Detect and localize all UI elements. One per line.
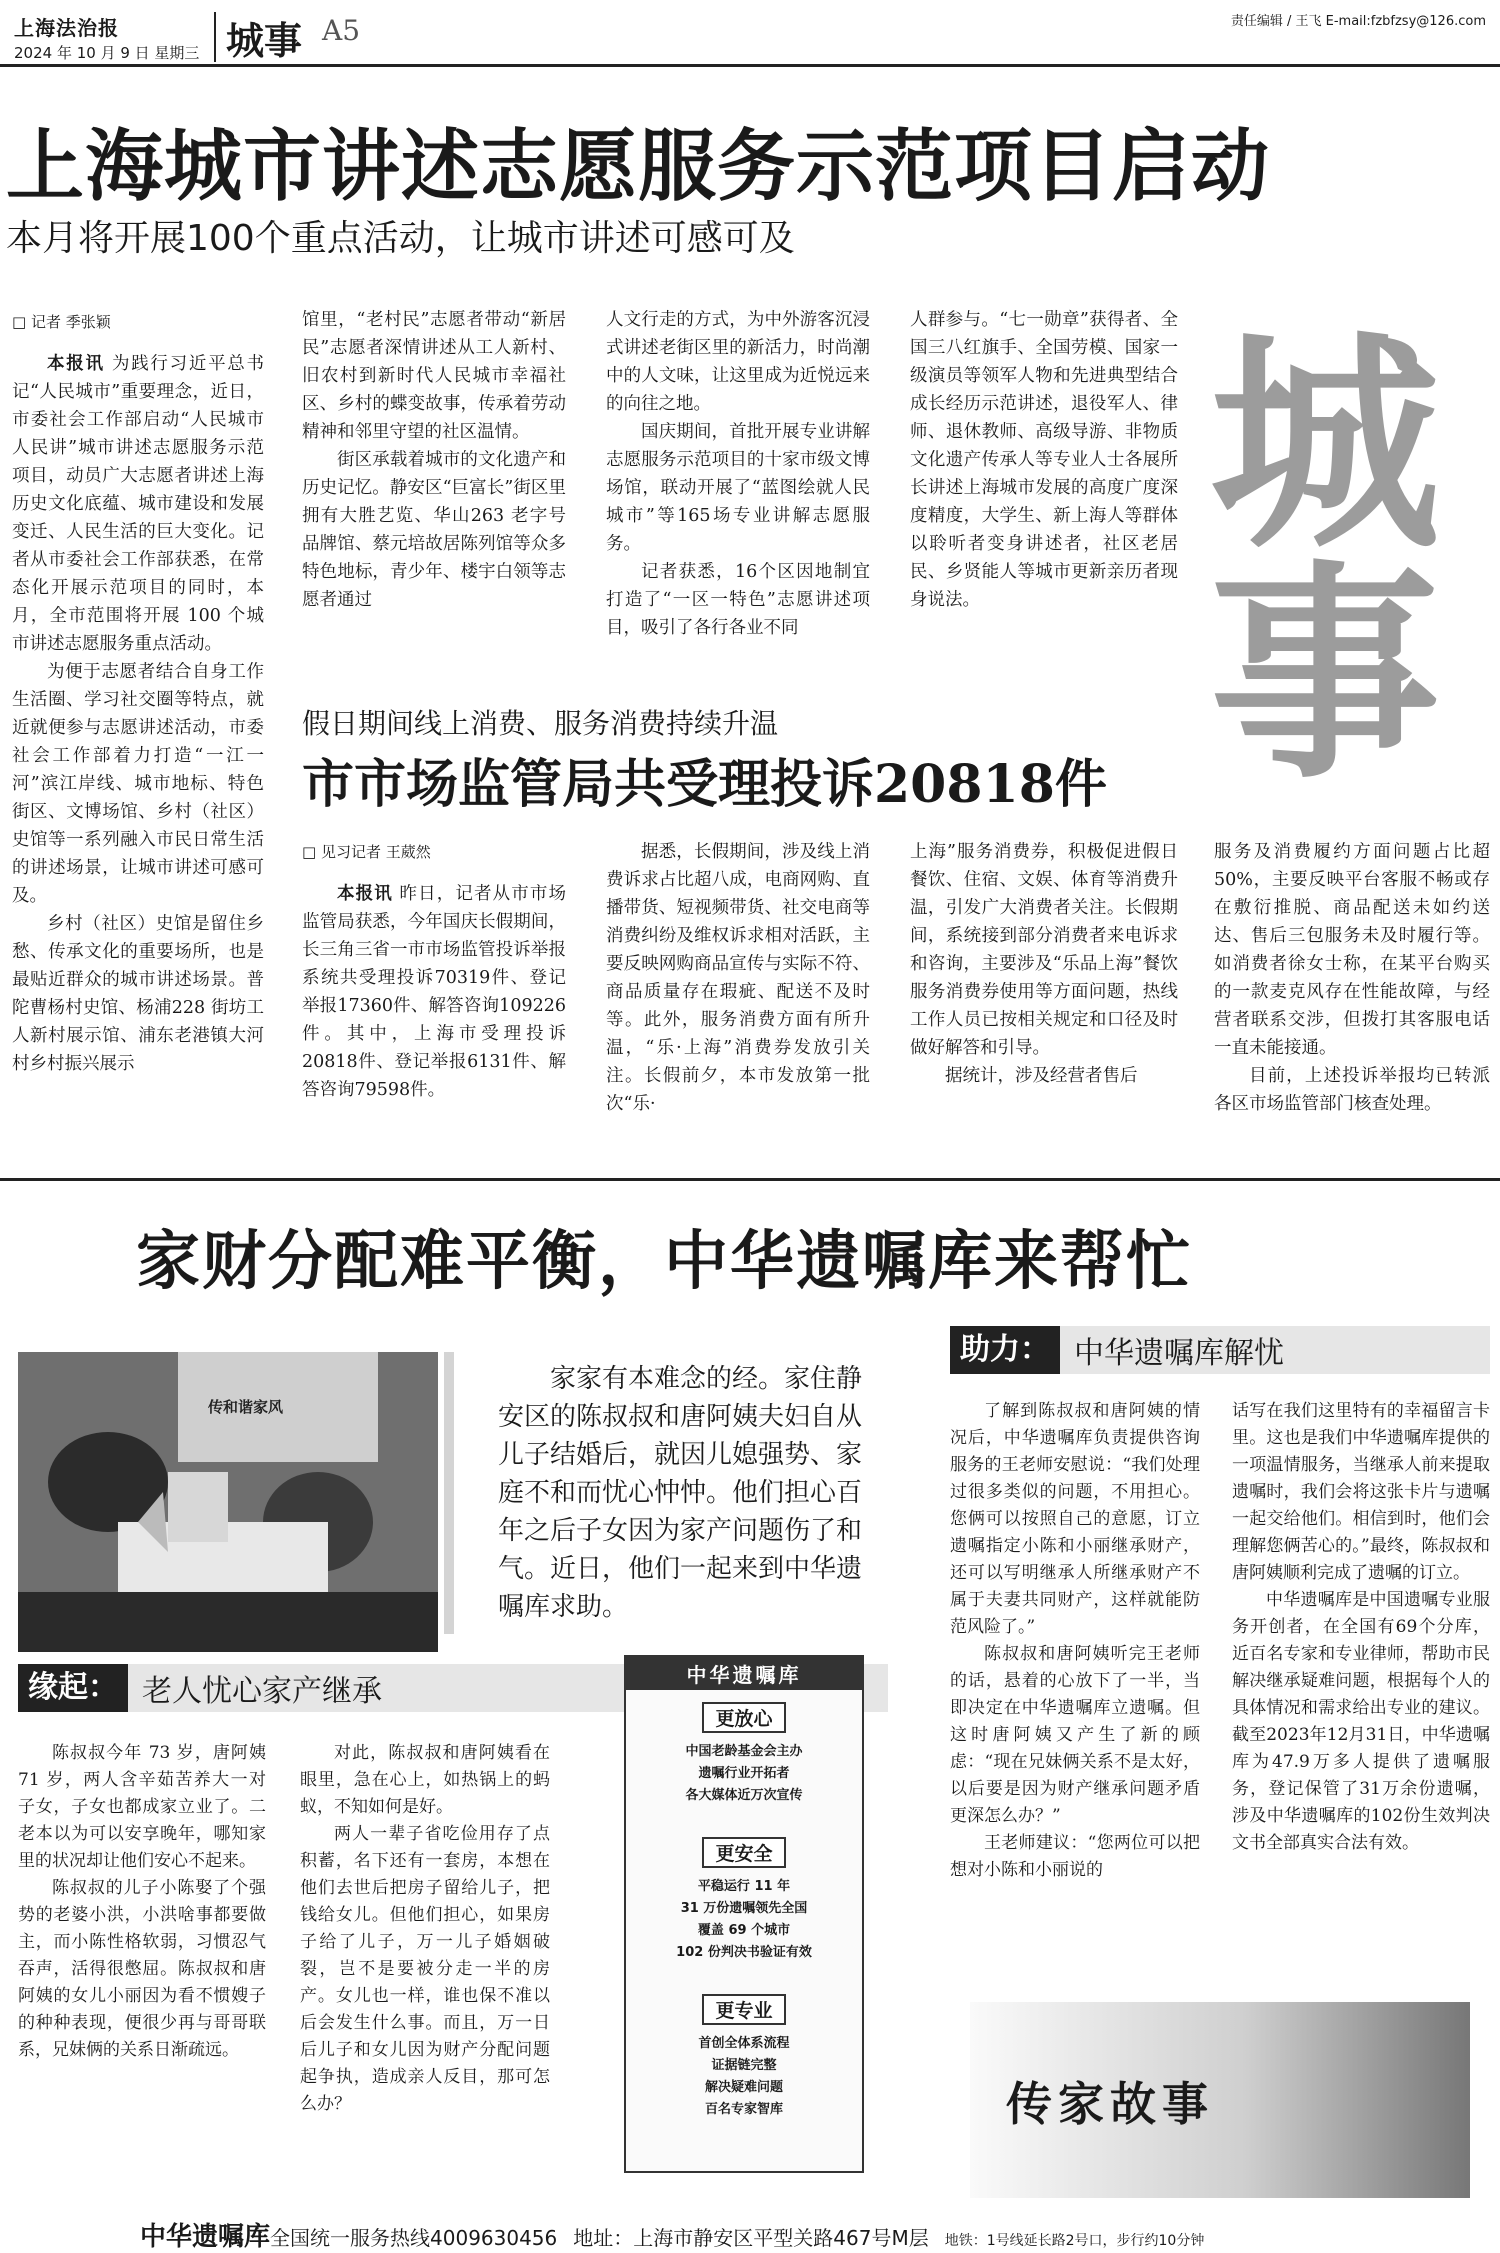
paragraph: 目前，上述投诉举报均已转派各区市场监管部门核查处理。 bbox=[1214, 1066, 1490, 1114]
paragraph bbox=[302, 880, 566, 1104]
info-line: 平稳运行 11 年 bbox=[697, 1879, 791, 1894]
paragraph: 人文行走的方式，为中外游客沉浸式讲述老街区里的新活力，时尚潮中的人文味，让这里成为近悦远来的向往之地。 bbox=[606, 310, 870, 414]
ad-column-3 bbox=[950, 1398, 1200, 1884]
paragraph: 据悉，长假期间，涉及线上消费诉求占比超八成，电商网购、直播带货、短视频带货、社交电商等消费纠纷及维权诉求相对活跃，主要反映网购商品宣传与实际不符、商品质量存在瑕疵、配送不及时等。此外，服务消费方面有所升温，“乐·上海”消费券发放引关注。长假前夕，本市发放第一批次“乐· bbox=[606, 842, 870, 1114]
info-line: 中国老龄基金会主办 bbox=[685, 1744, 803, 1759]
article2-column-1 bbox=[302, 838, 566, 1104]
help-label bbox=[950, 1326, 1490, 1374]
ad-headline: 家财分配难平衡，中华遗嘱库来帮忙 bbox=[136, 1225, 1192, 1299]
info-section-title: 更安全 bbox=[702, 1837, 786, 1868]
ad-intro-box bbox=[444, 1352, 876, 1634]
issue-date: 2024 年 10 月 9 日 星期三 bbox=[14, 44, 200, 62]
paragraph bbox=[12, 350, 264, 658]
article1-column-1 bbox=[12, 308, 264, 1078]
paragraph: 王老师建议：“您两位可以把想对小陈和小丽说的 bbox=[950, 1833, 1200, 1880]
paragraph: 上海”服务消费券，积极促进假日餐饮、住宿、文娱、体育等消费升温，引发广大消费者关注。长假期间，系统接到部分消费者来电诉求和咨询，主要涉及“乐品上海”餐饮服务消费券使用等方面问题，热线工作人员已按相关规定和口径及时做好解答和引导。 bbox=[910, 842, 1178, 1058]
paragraph: 记者获悉，16个区因地制宜打造了“一区一特色”志愿讲述项目，吸引了各行各业不同 bbox=[606, 562, 870, 638]
footer-address: 地址：上海市静安区平型关路467号M层 bbox=[573, 2226, 929, 2250]
article2-column-4 bbox=[1214, 838, 1490, 1118]
info-line: 31 万份遗嘱领先全国 bbox=[680, 1901, 808, 1916]
page-number: A5 bbox=[322, 14, 361, 47]
paragraph: 为便于志愿者结合自身工作生活圈、学习社交圈等特点，就近就便参与志愿讲述活动，市委社会工作部着力打造“一江一河”滨江岸线、城市地标、特色街区、文博场馆、乡村（社区）史馆等一系列融入市民日常生活的讲述场景，让城市讲述可感可及。 bbox=[12, 662, 264, 906]
footer-metro: 地铁：1号线延长路2号口，步行约10分钟 bbox=[944, 2233, 1205, 2249]
main-headline: 上海城市讲述志愿服务示范项目启动 bbox=[6, 121, 1271, 212]
paragraph: 话写在我们这里特有的幸福留言卡里。这也是我们中华遗嘱库提供的一项温情服务，当继承人前来提取遗嘱时，我们会将这张卡片与遗嘱一起交给他们。相信到时，他们会理解您俩苦心的。”最终，陈叔叔和唐阿姨顺利完成了遗嘱的订立。 bbox=[1232, 1401, 1490, 1583]
ad-column-1 bbox=[18, 1740, 266, 2064]
article2-byline: □ 见习记者 王葳然 bbox=[302, 843, 431, 861]
masthead-divider bbox=[214, 12, 216, 62]
story-graphic-title: 传家故事 bbox=[1006, 2077, 1214, 2131]
editor-line: 责任编辑 / 王飞 E-mail:fzbfzsy@126.com bbox=[1230, 14, 1486, 29]
photo-poster-text: 传和谐家风 bbox=[208, 1398, 284, 1416]
paragraph: 街区承载着城市的文化遗产和历史记忆。静安区“巨富长”街区里拥有大胜艺览、华山263 老字号品牌馆、蔡元培故居陈列馆等众多特色地标，青少年、楼宇白领等志愿者通过 bbox=[302, 450, 566, 610]
lead-in: 本报讯 bbox=[47, 354, 105, 374]
paragraph: 国庆期间，首批开展专业讲解志愿服务示范项目的十家市级文博场馆，联动开展了“蓝图绘就人民城市”等165场专业讲解志愿服务。 bbox=[606, 422, 870, 554]
info-box bbox=[624, 1655, 864, 2173]
paragraph: 馆里，“老村民”志愿者带动“新居民”志愿者深情讲述从工人新村、旧农村到新时代人民城市幸福社区、乡村的蝶变故事，传承着劳动精神和邻里守望的社区温情。 bbox=[302, 310, 566, 442]
info-section-title: 更专业 bbox=[702, 1994, 786, 2025]
info-line: 各大媒体近万次宣传 bbox=[685, 1788, 803, 1803]
footer-brand: 中华遗嘱库 bbox=[140, 2222, 271, 2252]
paragraph: 据统计，涉及经营者售后 bbox=[945, 1066, 1138, 1086]
paragraph-text: 昨日，记者从市市场监管局获悉，今年国庆长假期间，长三角三省一市市场监管投诉举报系统共受理投诉70319件、登记举报17360件、解答咨询109226件。其中，上海市受理投诉20818件、登记举报6131件、解答咨询79598件。 bbox=[302, 884, 566, 1100]
paragraph: 中华遗嘱库是中国遗嘱专业服务开创者，在全国有69个分库，近百名专家和专业律师，帮助市民解决继承疑难问题，根据每个人的具体情况和需求给出专业的建议。截至2023年12月31日，中华遗嘱库为47.9万多人提供了遗嘱服务，登记保管了31万余份遗嘱，涉及中华遗嘱库的102份生效判决文书全部真实合法有效。 bbox=[1232, 1590, 1490, 1853]
ad-photo bbox=[18, 1352, 438, 1652]
footer-hotline: 全国统一服务热线4009630456 bbox=[270, 2226, 558, 2250]
article2-column-2 bbox=[606, 838, 870, 1118]
info-section-title: 更放心 bbox=[702, 1702, 786, 1733]
section-calligraphy bbox=[1200, 310, 1441, 810]
paragraph: 人群参与。“七一勋章”获得者、全国三八红旗手、全国劳模、国家一级演员等领军人物和先进典型结合成长经历示范讲述，退役军人、律师、退休教师、高级导游、非物质文化遗产传承人等专业人士各展所长讲述上海城市发展的高度广度深度精度，大学生、新上海人等群体以聆听者变身讲述者，社区老居民、乡贤能人等城市更新亲历者现身说法。 bbox=[910, 310, 1178, 610]
ad-column-4 bbox=[1232, 1398, 1490, 1857]
calligraphy-char: 城 bbox=[1210, 310, 1441, 580]
ad-intro: 家家有本难念的经。家住静安区的陈叔叔和唐阿姨夫妇自从儿子结婚后，就因儿媳强势、家庭不和而忧心忡忡。他们担心百年之后子女因为家产问题伤了和气。近日，他们一起来到中华遗嘱库求助。 bbox=[498, 1364, 863, 1622]
info-line: 首创全体系流程 bbox=[698, 2036, 790, 2051]
info-line: 证据链完整 bbox=[711, 2058, 777, 2073]
header-rule bbox=[0, 64, 1500, 67]
lead-in: 本报讯 bbox=[337, 884, 393, 904]
paragraph: 两人一辈子省吃俭用存了点积蓄，名下还有一套房，本想在他们去世后把房子留给儿子，把钱给女儿。但他们担心，如果房子给了儿子，万一儿子婚姻破裂，岂不是要被分走一半的房产。女儿也一样，谁也保不准以后会发生什么事。而且，万一日后儿子和女儿因为财产分配问题起争执，造成亲人反目，那可怎么办？ bbox=[300, 1824, 550, 2114]
paragraph: 陈叔叔的儿子小陈娶了个强势的老婆小洪，小洪啥事都要做主，而小陈性格软弱，习惯忍气吞声，活得很憋屈。陈叔叔和唐阿姨的女儿小丽因为看不惯嫂子的种种表现，便很少再与哥哥联系，兄妹俩的关系日渐疏远。 bbox=[18, 1878, 266, 2060]
info-line: 102 份判决书验证有效 bbox=[676, 1945, 812, 1960]
article1-byline: □ 记者 季张颖 bbox=[12, 313, 111, 331]
article1-column-4 bbox=[910, 306, 1178, 614]
origin-title: 老人忧心家产继承 bbox=[142, 1674, 382, 1709]
article2-headline: 市市场监管局共受理投诉20818件 bbox=[302, 754, 1107, 815]
origin-tag: 缘起： bbox=[18, 1664, 128, 1712]
info-line: 遗嘱行业开拓者 bbox=[698, 1766, 790, 1781]
paragraph: 陈叔叔和唐阿姨听完王老师的话，悬着的心放下了一半，当即决定在中华遗嘱库立遗嘱。但这时唐阿姨又产生了新的顾虑：“现在兄妹俩关系不是太好，以后要是因为财产继承问题矛盾更深怎么办？” bbox=[950, 1644, 1200, 1826]
article1-column-2 bbox=[302, 306, 566, 614]
info-line: 覆盖 69 个城市 bbox=[697, 1923, 791, 1938]
paper-name: 上海法治报 bbox=[14, 16, 119, 40]
paragraph-text: 为践行习近平总书记“人民城市”重要理念，近日，市委社会工作部启动“人民城市人民讲”城市讲述志愿服务示范项目，动员广大志愿者讲述上海历史文化底蕴、城市建设和发展变迁、人民生活的巨大变化。记者从市委社会工作部获悉，在常态化开展示范项目的同时，本月，全市范围将开展 100 个城市讲述志愿服务重点活动。 bbox=[12, 354, 265, 654]
paragraph: 对此，陈叔叔和唐阿姨看在眼里，急在心上，如热锅上的蚂蚁，不知如何是好。 bbox=[300, 1743, 550, 1817]
story-graphic bbox=[970, 2002, 1470, 2198]
article1-column-3 bbox=[606, 306, 870, 642]
info-line: 解决疑难问题 bbox=[704, 2080, 783, 2095]
paragraph: 乡村（社区）史馆是留住乡愁、传承文化的重要场所，也是最贴近群众的城市讲述场景。普陀曹杨村史馆、杨浦228 街坊工人新村展示馆、浦东老港镇大河村乡村振兴展示 bbox=[12, 914, 264, 1074]
ad-column-2 bbox=[300, 1740, 550, 2118]
info-line: 百名专家智库 bbox=[704, 2102, 783, 2117]
calligraphy-char: 事 bbox=[1210, 540, 1441, 810]
paragraph: 了解到陈叔叔和唐阿姨的情况后，中华遗嘱库负责提供咨询服务的王老师安慰说：“我们处理过很多类似的问题，不用担心。您俩可以按照自己的意愿，订立遗嘱指定小陈和小丽继承财产，还可以写明继承人所继承财产不属于夫妻共同财产，这样就能防范风险了。” bbox=[950, 1401, 1200, 1637]
article2-kicker: 假日期间线上消费、服务消费持续升温 bbox=[302, 707, 779, 740]
help-tag: 助力： bbox=[950, 1326, 1060, 1374]
help-title: 中华遗嘱库解忧 bbox=[1074, 1336, 1284, 1371]
article2-column-3 bbox=[910, 838, 1178, 1090]
info-box-title: 中华遗嘱库 bbox=[626, 1657, 862, 1690]
section-name: 城事 bbox=[226, 18, 303, 63]
paragraph: 陈叔叔今年 73 岁，唐阿姨 71 岁，两人含辛茹苦养大一对子女，子女也都成家立业了。二老本以为可以安享晚年，哪知家里的状况却让他们安心不起来。 bbox=[18, 1743, 266, 1871]
paragraph: 服务及消费履约方面问题占比超50%，主要反映平台客服不畅或存在敷衍推脱、商品配送未如约送达、售后三包服务未及时履行等。如消费者徐女士称，在某平台购买的一款麦克风存在性能故障，与经营者联系交涉，但拨打其客服电话一直未能接通。 bbox=[1214, 842, 1490, 1058]
main-subhead: 本月将开展100个重点活动，让城市讲述可感可及 bbox=[6, 218, 795, 259]
ad-footer bbox=[140, 2216, 1204, 2253]
